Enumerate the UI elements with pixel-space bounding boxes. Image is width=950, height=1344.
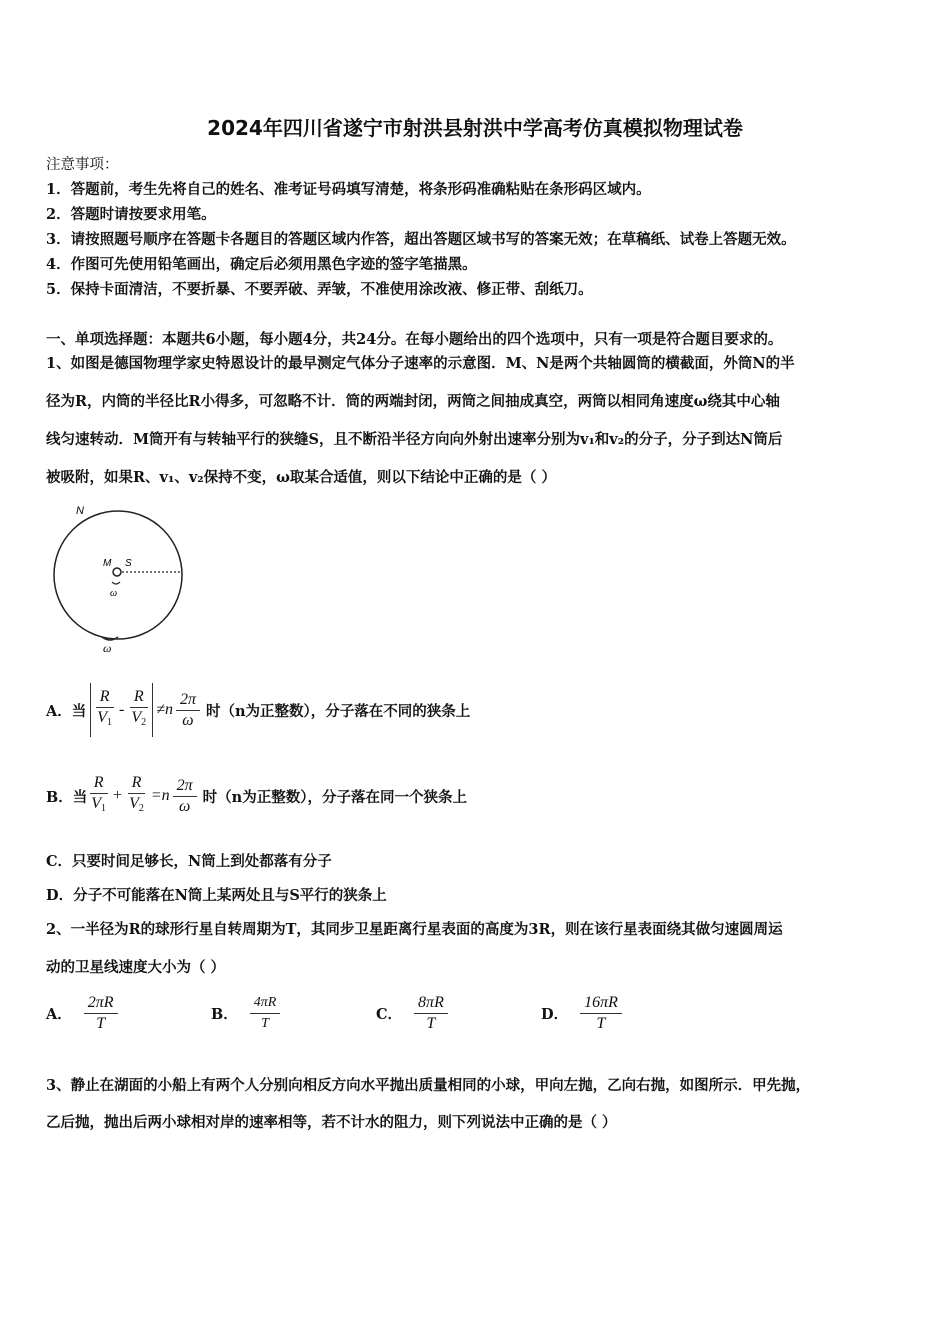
- q2-option-c: C． $\frac{8\pi R}{T}$: [376, 988, 448, 1038]
- label-s: S: [125, 558, 132, 569]
- section-heading: 一、单项选择题：本题共6小题，每小题4分，共24分。在每小题给出的四个选项中，只有一项是符合题目要求的。: [46, 331, 783, 348]
- notice-item: 2．答题时请按要求用笔。: [46, 206, 216, 223]
- q1-text: 被吸附，如果R、v₁、v₂保持不变，ω取某合适值，则以下结论中正确的是（ ）: [46, 469, 556, 486]
- fraction: $\frac{R}{V_2}$: [131, 688, 147, 728]
- label-omega-inner: ω: [110, 588, 118, 599]
- option-b-suffix: 时（n为正整数），分子落在同一个狭条上: [202, 788, 467, 806]
- q2-option-b: B． $\frac{4\pi R}{T}$: [211, 988, 280, 1038]
- notice-item: 5．保持卡面清洁，不要折暴、不要弄破、弄皱，不准使用涂改液、修正带、刮纸刀。: [46, 281, 593, 298]
- fraction: $\frac{2\pi R}{T}$: [84, 993, 118, 1034]
- q1-option-c: C．只要时间足够长，N筒上到处都落有分子: [46, 853, 332, 870]
- fraction: $\frac{2\pi}{\omega}$: [173, 776, 197, 817]
- fraction: $\frac{4\pi R}{T}$: [250, 993, 281, 1034]
- notice-heading: 注意事项：: [46, 157, 119, 173]
- fraction: $\frac{16\pi R}{T}$: [580, 993, 622, 1034]
- q1-option-b: B．当 $\frac{R}{V_1}$ + $\frac{R}{V_2}$ =n $\frac{2\pi}{\omega}$ 时（n为正整数），分子落在同一个狭条上: [46, 766, 467, 826]
- notice-item: 1．答题前，考生先将自己的姓名、准考证号码填写清楚，将条形码准确粘贴在条形码区域内。: [46, 181, 651, 198]
- fraction: $\frac{2\pi}{\omega}$: [176, 690, 200, 731]
- q1-option-d: D．分子不可能落在N筒上某两处且与S平行的狭条上: [46, 887, 387, 904]
- q2-text: 2、一半径为R的球形行星自转周期为T，其同步卫星距离行星表面的高度为3R，则在该行星表面绕其做匀速圆周运: [46, 921, 783, 938]
- q2-text: 动的卫星线速度大小为（ ）: [46, 959, 226, 976]
- notice-item: 3．请按照题号顺序在答题卡各题目的答题区域内作答，超出答题区域书写的答案无效；在草稿纸、试卷上答题无效。: [46, 231, 796, 248]
- q1-text: 径为R，内筒的半径比R小得多，可忽略不计．筒的两端封闭，两筒之间抽成真空，两筒以相同角速度ω绕其中心轴: [46, 393, 780, 410]
- q3-text: 3、静止在湖面的小船上有两个人分别向相反方向水平抛出质量相同的小球，甲向左抛，乙向右抛，如图所示．甲先抛，: [46, 1077, 811, 1094]
- notice-item: 4．作图可先使用铅笔画出，确定后必须用黑色字迹的签字笔描黑。: [46, 256, 477, 273]
- fraction: $\frac{8\pi R}{T}$: [414, 993, 448, 1034]
- q1-text: 线匀速转动．M筒开有与转轴平行的狭缝S，且不断沿半径方向向外射出速率分别为v₁和v₂的分子，分子到达N筒后: [46, 431, 783, 448]
- label-omega-outer: ω: [103, 641, 112, 655]
- label-m: M: [103, 558, 112, 569]
- q1-text: 1、如图是德国物理学家史特恩设计的最早测定气体分子速率的示意图．M、N是两个共轴圆筒的横截面，外筒N的半: [46, 355, 795, 372]
- option-a-prefix: A．当: [46, 702, 87, 720]
- rotation-arrow-icon: [112, 582, 120, 584]
- q1-option-a: A．当 $\frac{R}{V_1}$ - $\frac{R}{V_2}$ ≠n $\frac{2\pi}{\omega}$ 时（n为正整数），分子落在不同的狭条上: [46, 680, 470, 740]
- q2-option-d: D． $\frac{16\pi R}{T}$: [541, 988, 622, 1038]
- label-n: N: [76, 505, 84, 517]
- page-title: 2024年四川省遂宁市射洪县射洪中学高考仿真模拟物理试卷: [207, 116, 743, 140]
- fraction: $\frac{R}{V_2}$: [129, 774, 144, 814]
- inner-cylinder-m: [113, 568, 121, 576]
- fraction: $\frac{R}{V_1}$: [91, 774, 107, 814]
- absolute-value: $\frac{R}{V_1}$ - $\frac{R}{V_2}$: [90, 683, 153, 737]
- cylinder-figure: [48, 500, 193, 660]
- outer-cylinder-n: [54, 511, 182, 639]
- q2-option-a: A． $\frac{2\pi R}{T}$: [46, 988, 118, 1038]
- option-b-prefix: B．当: [46, 788, 88, 806]
- fraction: $\frac{R}{V_1}$: [97, 688, 113, 728]
- option-a-suffix: 时（n为正整数），分子落在不同的狭条上: [205, 702, 471, 720]
- q3-text: 乙后抛，抛出后两小球相对岸的速率相等，若不计水的阻力，则下列说法中正确的是（ ）: [46, 1114, 617, 1131]
